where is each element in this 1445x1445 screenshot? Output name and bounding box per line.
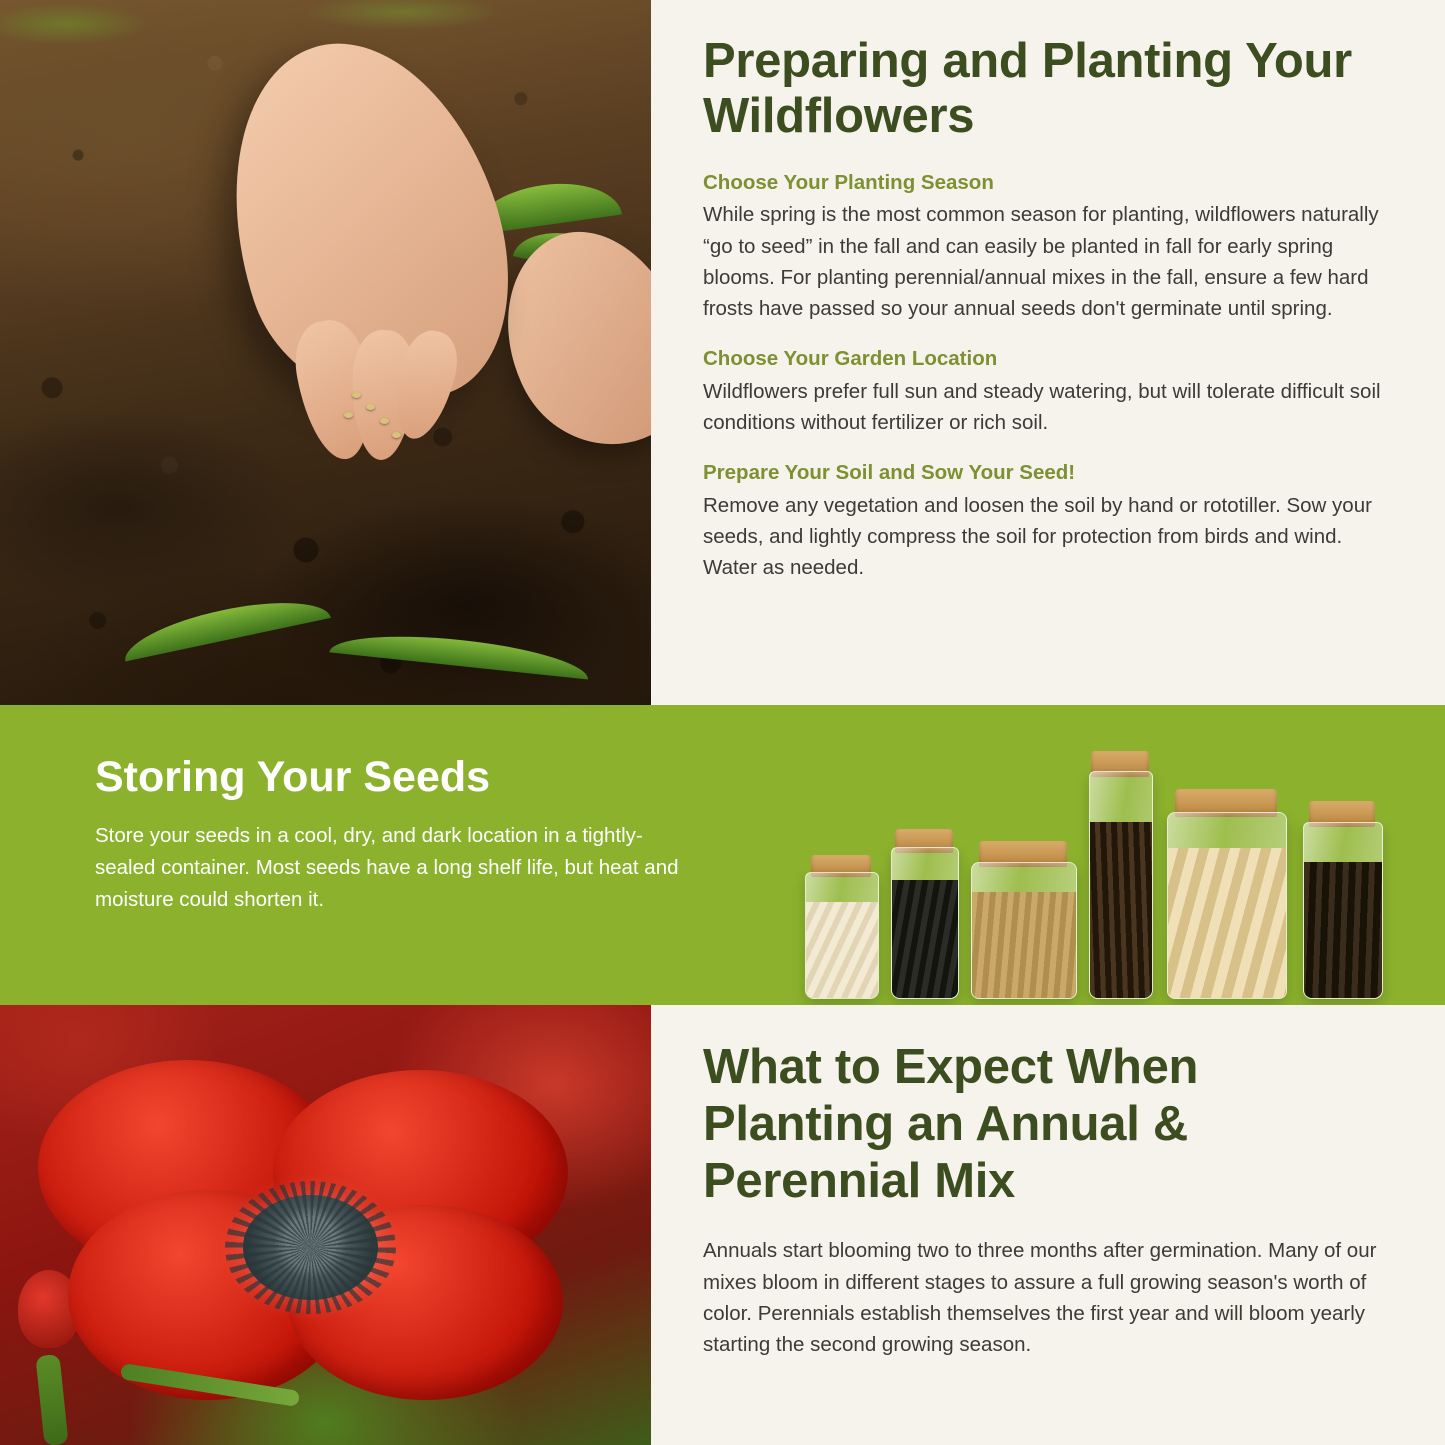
subheading-prepare-soil: Prepare Your Soil and Sow Your Seed! [703, 460, 1076, 484]
seed-jar [1303, 822, 1383, 999]
seed-dot [392, 432, 401, 438]
storing-seeds-title: Storing Your Seeds [95, 753, 491, 801]
seed-jar [971, 862, 1077, 999]
body-planting-season: While spring is the most common season for planting, wildflowers naturally “go to seed” in the fall and can easily be planted in fall for early spring blooms. For planting perennial/annual mixes in the fall, ensure a few hard frosts have passed so your annual seeds don't germinate until spring. [703, 203, 1379, 320]
what-to-expect-title: What to Expect When Planting an Annual & Perennial Mix [703, 1040, 1199, 1208]
section-preparing-and-planting [0, 0, 1445, 705]
seed-fill [892, 880, 958, 998]
seed-dot [352, 392, 361, 398]
seed-jar [1089, 771, 1153, 999]
body-garden-location: Wildflowers prefer full sun and steady watering, but will tolerate difficult soil conditions without fertilizer or rich soil. [703, 379, 1381, 434]
seed-jar [1167, 812, 1287, 999]
subheading-planting-season: Choose Your Planting Season [703, 170, 994, 194]
what-to-expect-body: Annuals start blooming two to three months after germination. Many of our mixes bloom in different stages to assure a full growing season's worth of color. Perennials establish themselves the first year and will bloom yearly starting the second growing season. [703, 1239, 1377, 1356]
flower-center [243, 1195, 378, 1300]
section-storing-your-seeds [0, 705, 1445, 1005]
section-one-text-column [651, 0, 1445, 705]
seed-jar [891, 847, 959, 999]
seed-dot [366, 404, 375, 410]
seed-dot [344, 412, 353, 418]
body-prepare-soil: Remove any vegetation and loosen the soil by hand or rototiller. Sow your seeds, and lightly compress the soil for protection from birds and wind. Water as needed. [703, 493, 1372, 579]
seed-fill [1304, 862, 1382, 998]
storing-seeds-body: Store your seeds in a cool, dry, and dark location in a tightly-sealed container. Most seeds have a long shelf life, but heat and moisture could shorten it. [95, 824, 679, 911]
section-two-text-column [0, 705, 700, 915]
seed-fill [972, 892, 1076, 998]
poppy-bloom [28, 1060, 573, 1405]
seed-fill [1090, 822, 1152, 998]
seed-jar [805, 872, 879, 999]
seed-fill [806, 902, 878, 998]
seed-fill [1168, 848, 1286, 998]
section-three-text-column [651, 1005, 1445, 1445]
subheading-garden-location: Choose Your Garden Location [703, 347, 998, 371]
page-title: Preparing and Planting Your Wildflowers [703, 34, 1352, 143]
red-poppy-flower-photo [0, 1005, 651, 1445]
seed-dot [380, 418, 389, 424]
hand-sowing-seeds-in-soil-photo [0, 0, 651, 705]
section-what-to-expect [0, 1005, 1445, 1445]
glass-jars-of-seeds-photo [795, 730, 1415, 1005]
